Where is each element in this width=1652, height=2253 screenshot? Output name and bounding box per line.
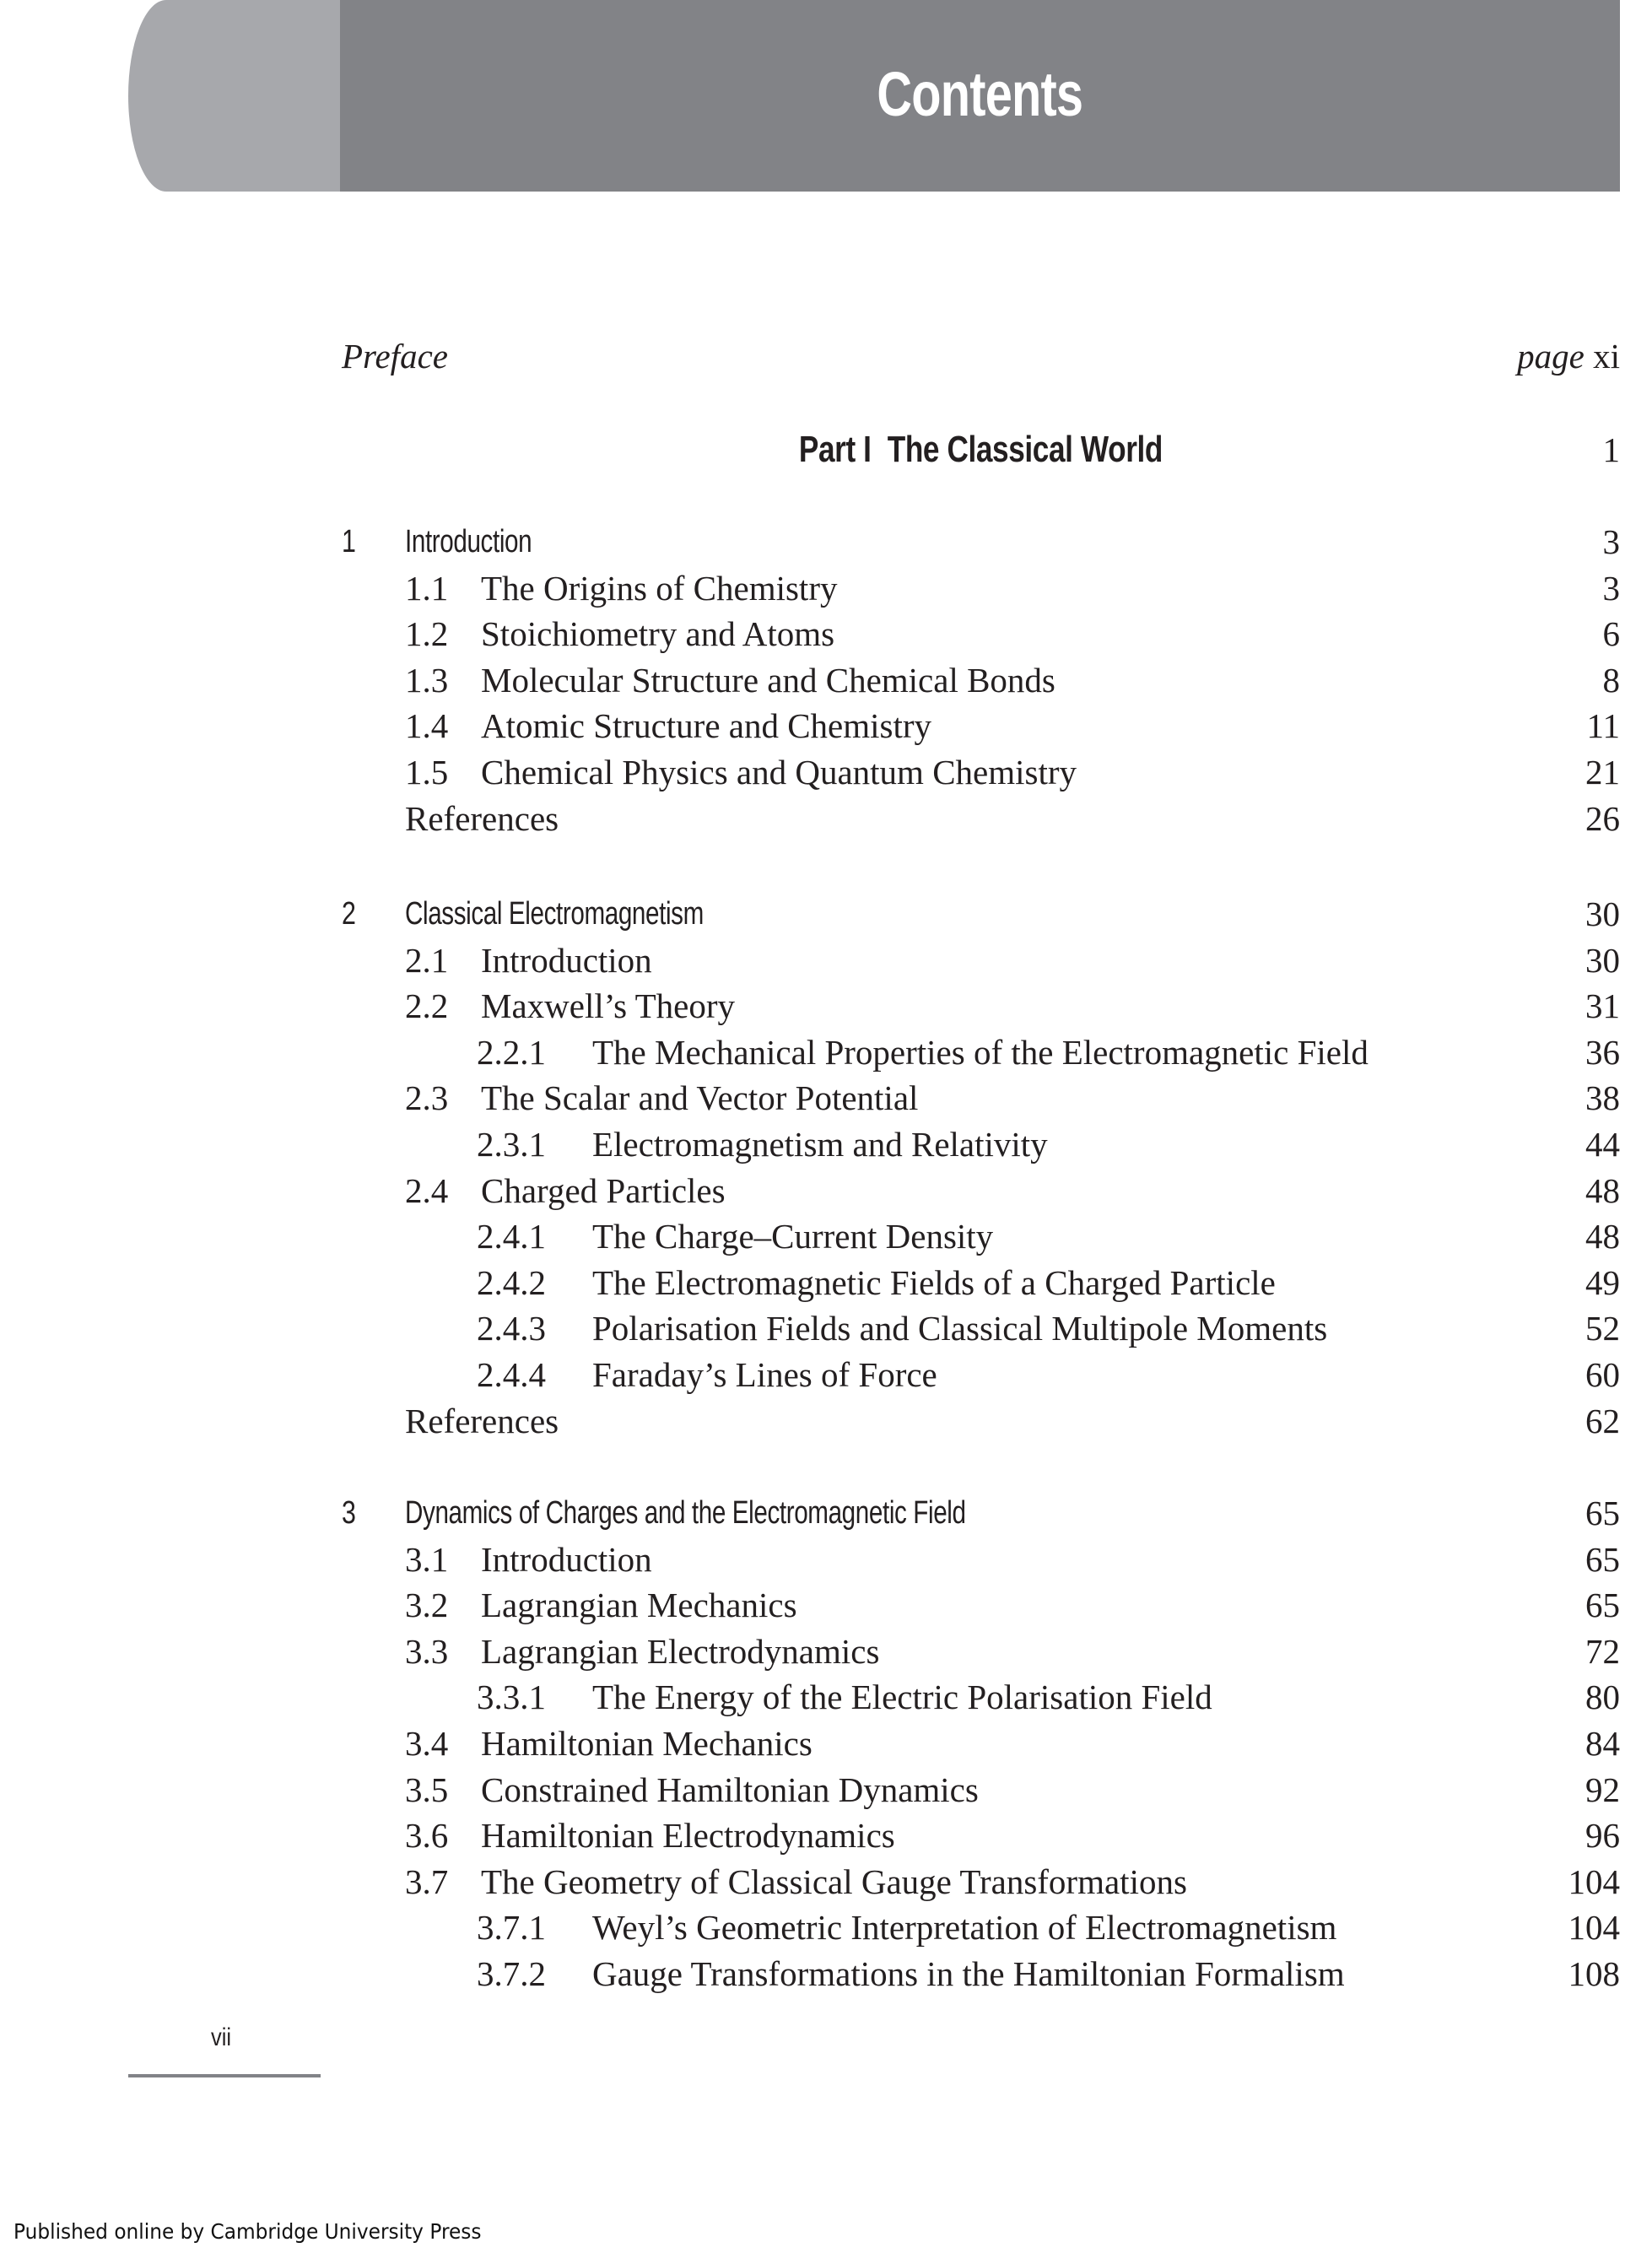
entry-number: 2.3.1 (477, 1125, 546, 1164)
entry-page: 96 (1585, 1816, 1620, 1856)
toc-section-entry[interactable] (342, 1861, 1620, 1903)
entry-page: 3 (1602, 522, 1620, 561)
toc-subsection-entry[interactable] (342, 1307, 1620, 1349)
entry-number: 2.4.3 (477, 1309, 546, 1348)
entry-title: The Electromagnetic Fields of a Charged Particle (592, 1262, 1276, 1302)
header-band (340, 0, 1620, 192)
toc-chapter-2[interactable] (342, 893, 1620, 935)
entry-page: 104 (1568, 1908, 1620, 1948)
toc-section-entry[interactable] (342, 567, 1620, 609)
entry-title: The Energy of the Electric Polarisation Field (592, 1678, 1212, 1717)
chapter-number: 3 (342, 1495, 356, 1531)
entry-number: 3.3.1 (477, 1678, 546, 1717)
entry-page: 65 (1585, 1586, 1620, 1625)
entry-title: Hamiltonian Mechanics (481, 1724, 813, 1763)
entry-number: 1.4 (405, 706, 449, 746)
entry-title: Polarisation Fields and Classical Multipole Moments (592, 1309, 1328, 1348)
entry-title: Maxwell’s Theory (481, 986, 735, 1026)
folio-rule (128, 2074, 321, 2077)
entry-number: 3.7.2 (477, 1954, 546, 1993)
entry-title: Charged Particles (481, 1170, 726, 1210)
entry-title: Constrained Hamiltonian Dynamics (481, 1769, 979, 1809)
entry-page: 31 (1585, 986, 1620, 1026)
entry-page: 1 (1602, 430, 1620, 469)
entry-number: 3.7.1 (477, 1908, 546, 1948)
toc-subsection-entry[interactable] (342, 1262, 1620, 1304)
publisher-note: Published online by Cambridge University Press (13, 2219, 482, 2244)
entry-title: Weyl’s Geometric Interpretation of Electromagnetism (592, 1908, 1337, 1948)
toc-part-heading[interactable] (342, 429, 1620, 471)
entry-number: 2.4.1 (477, 1217, 546, 1256)
toc-section-entry[interactable] (342, 1538, 1620, 1580)
toc-section-entry[interactable] (342, 1077, 1620, 1119)
entry-number: 3.3 (405, 1631, 449, 1671)
entry-title: The Geometry of Classical Gauge Transformations (481, 1861, 1187, 1901)
chapter-number: 1 (342, 524, 356, 559)
toc-section-entry[interactable] (342, 1170, 1620, 1212)
toc-section-entry[interactable] (342, 1769, 1620, 1811)
entry-page (1517, 335, 1620, 377)
toc-subsection-entry[interactable] (342, 1676, 1620, 1718)
entry-page: 48 (1585, 1170, 1620, 1210)
entry-page: 26 (1585, 798, 1620, 838)
entry-number: 2.3 (405, 1078, 449, 1118)
toc-section-entry[interactable] (342, 751, 1620, 793)
page-number: xi (1593, 337, 1620, 376)
toc-section-entry[interactable] (342, 939, 1620, 981)
page-folio: vii (211, 2023, 232, 2051)
entry-title: Introduction (481, 940, 652, 980)
toc-section-entry[interactable] (342, 1722, 1620, 1764)
entry-page: 30 (1585, 894, 1620, 933)
part-name: The Classical World (887, 429, 1163, 470)
entry-page: 72 (1585, 1631, 1620, 1671)
entry-number: 1.5 (405, 753, 449, 792)
chapter-number: 2 (342, 896, 356, 932)
entry-page: 52 (1585, 1309, 1620, 1348)
entry-page: 11 (1586, 706, 1620, 746)
entry-page: 108 (1568, 1954, 1620, 1993)
entry-page: 48 (1585, 1217, 1620, 1256)
entry-page: 3 (1602, 568, 1620, 608)
entry-number: 2.2 (405, 986, 449, 1026)
toc-references[interactable] (342, 1400, 1620, 1442)
toc-section-entry[interactable] (342, 1584, 1620, 1626)
entry-page: 44 (1585, 1125, 1620, 1164)
entry-page: 65 (1585, 1539, 1620, 1579)
entry-number: 3.4 (405, 1724, 449, 1763)
toc-chapter-3[interactable] (342, 1492, 1620, 1534)
page-prefix: page (1517, 337, 1585, 376)
entry-title: Chemical Physics and Quantum Chemistry (481, 753, 1077, 792)
entry-number: 2.4.4 (477, 1355, 546, 1394)
entry-title: Molecular Structure and Chemical Bonds (481, 660, 1055, 700)
toc-subsection-entry[interactable] (342, 1031, 1620, 1073)
toc-section-entry[interactable] (342, 659, 1620, 701)
entry-number: 2.2.1 (477, 1032, 546, 1072)
entry-page: 38 (1585, 1078, 1620, 1118)
entry-number: 1.2 (405, 614, 449, 654)
entry-number: 3.7 (405, 1861, 449, 1901)
part-title (799, 429, 1163, 471)
entry-title: The Mechanical Properties of the Electromagnetic Field (592, 1032, 1369, 1072)
entry-title: Stoichiometry and Atoms (481, 614, 835, 654)
toc-subsection-entry[interactable] (342, 1906, 1620, 1948)
entry-page: 36 (1585, 1032, 1620, 1072)
toc-subsection-entry[interactable] (342, 1123, 1620, 1165)
toc-subsection-entry[interactable] (342, 1353, 1620, 1396)
toc-section-entry[interactable] (342, 1814, 1620, 1856)
entry-number: 2.4 (405, 1170, 449, 1210)
entry-number: 3.1 (405, 1539, 449, 1579)
entry-title: Lagrangian Electrodynamics (481, 1631, 880, 1671)
toc-section-entry[interactable] (342, 1630, 1620, 1672)
entry-title: References (405, 1401, 559, 1440)
entry-title: Gauge Transformations in the Hamiltonian Formalism (592, 1954, 1345, 1993)
entry-number: 3.6 (405, 1816, 449, 1856)
entry-number: 1.3 (405, 660, 449, 700)
entry-title: The Origins of Chemistry (481, 568, 838, 608)
entry-number: 3.2 (405, 1586, 449, 1625)
entry-number: 2.1 (405, 940, 449, 980)
entry-title: The Scalar and Vector Potential (481, 1078, 919, 1118)
entry-title: References (405, 798, 559, 838)
entry-page: 65 (1585, 1494, 1620, 1532)
entry-number: 2.4.2 (477, 1262, 546, 1302)
entry-page: 80 (1585, 1678, 1620, 1717)
entry-title: Atomic Structure and Chemistry (481, 706, 932, 746)
entry-title: Electromagnetism and Relativity (592, 1125, 1048, 1164)
entry-page: 6 (1602, 614, 1620, 654)
entry-title: Faraday’s Lines of Force (592, 1355, 937, 1394)
chapter-title: Introduction (405, 524, 532, 559)
chapter-title: Dynamics of Charges and the Electromagnetic Field (405, 1495, 966, 1531)
entry-page: 62 (1585, 1401, 1620, 1440)
entry-page: 104 (1568, 1861, 1620, 1901)
entry-page: 30 (1585, 940, 1620, 980)
entry-page: 84 (1585, 1724, 1620, 1763)
entry-page: 92 (1585, 1769, 1620, 1809)
toc-section-entry[interactable] (342, 705, 1620, 747)
toc-section-entry[interactable] (342, 613, 1620, 655)
entry-title: Preface (342, 337, 448, 376)
chapter-title: Classical Electromagnetism (405, 896, 704, 932)
part-label: Part I (798, 429, 872, 470)
entry-page: 60 (1585, 1355, 1620, 1394)
entry-page: 21 (1585, 753, 1620, 792)
entry-title: Lagrangian Mechanics (481, 1586, 797, 1625)
entry-title: The Charge–Current Density (592, 1217, 994, 1256)
entry-page: 8 (1602, 660, 1620, 700)
toc-references[interactable] (342, 797, 1620, 840)
toc-entry-preface[interactable] (342, 335, 1620, 377)
entry-number: 3.5 (405, 1769, 449, 1809)
toc-chapter-1[interactable] (342, 521, 1620, 563)
page-title: Contents (877, 59, 1083, 129)
toc-subsection-entry[interactable] (342, 1215, 1620, 1257)
toc-section-entry[interactable] (342, 985, 1620, 1027)
toc-subsection-entry[interactable] (342, 1953, 1620, 1995)
entry-title: Hamiltonian Electrodynamics (481, 1816, 895, 1856)
entry-title: Introduction (481, 1539, 652, 1579)
entry-page: 49 (1585, 1262, 1620, 1302)
entry-number: 1.1 (405, 568, 449, 608)
